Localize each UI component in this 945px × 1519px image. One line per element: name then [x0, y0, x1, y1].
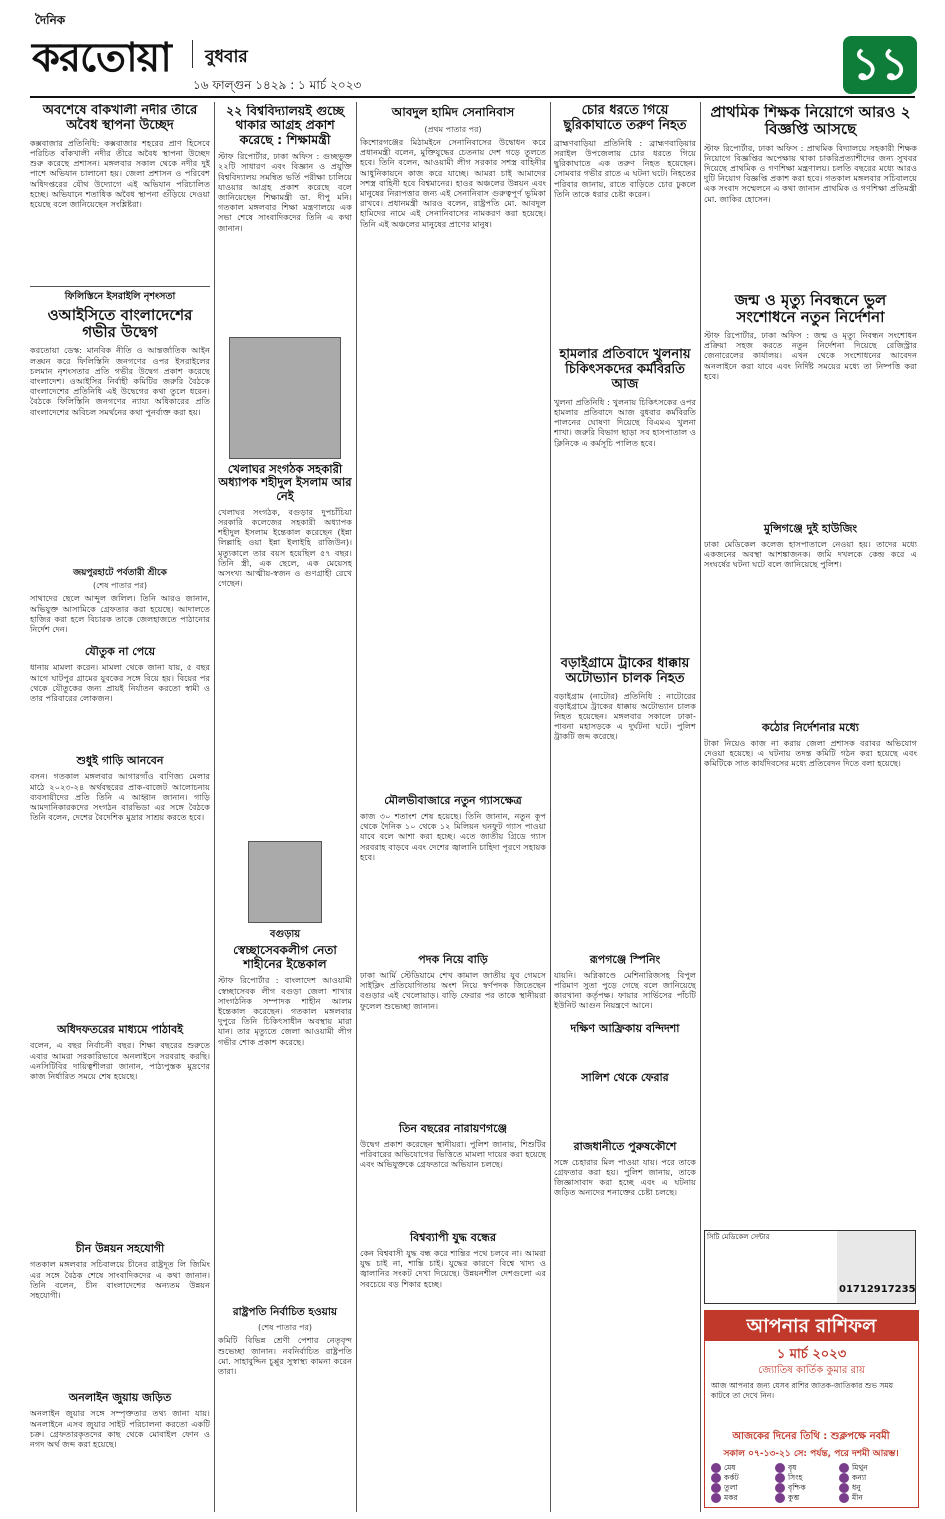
zodiac-sign [839, 1493, 903, 1503]
article-body: ধানায় মামলা করেন। মামলা থেকে জানা যায়, ৫ বছর আগে ঘাটপুর গ্রামের যুবকের সঙ্গে বিয়ে হয়। বিয়ের পর থেকে যৌতুকের জন্য প্রায়ই নির্যাতন করতো স্বামী ও তার পরিবারের লোকজন। [30, 662, 210, 703]
article-body: বলেন, এ বছর নির্বাচনী বছর। শিক্ষা বছরের শুরুতে এবার আমরা সরকারিভাবে অনলাইনে সরবরাহ করছি। এনসিটিবির দায়িত্বশীলরা জানান, পাঠ্যপুস্তক মুদ্রণের কাজ নির্ধারিত সময়ে শেষ হয়েছে। [30, 1040, 210, 1081]
article-body: করতোয়া ডেস্ক: মানবিক নীতি ও আন্তর্জাতিক আইন লঙ্ঘন করে ফিলিস্তিনি জনগণের ওপর ইসরাইলের চলমান নৃশংসতার প্রতি গভীর উদ্বেগ প্রকাশ করেছে বাংলাদেশ। ওআইসির নির্বাহী কমিটির জরুরি বৈঠকে বাংলাদেশের প্রতিনিধি এই উদ্বেগের কথা তুলে ধরেন। বৈঠকে ফিলিস্তিনি জনগণের ন্যায্য অধিকারের প্রতি বাংলাদেশের অবিচল সমর্থনের কথা পুনর্ব্যক্ত করা হয়। [30, 345, 210, 417]
article-body: স্টাফ রিপোর্টার : বাংলাদেশ আওয়ামী স্বেচ্ছাসেবক লীগ বগুড়া জেলা শাখার সাংগঠনিক সম্পাদক শাহীন আলম ইন্তেকাল করেছেন। গতকাল মঙ্গলবার দুপুরে তিনি চিকিৎসাধীন অবস্থায় মারা যান। তার মৃত্যুতে জেলা আওয়ামী লীগ গভীর শোক প্রকাশ করেছে। [218, 975, 352, 1047]
article-body: উদ্বেগ প্রকাশ করেছেন স্থানীয়রা। পুলিশ জানায়, শিশুটির পরিবারের অভিযোগের ভিত্তিতে মামলা দায়ের করা হয়েছে এবং অভিযুক্তকে গ্রেফতারে অভিযান চলছে। [360, 1139, 546, 1170]
tithi-title: আজকের দিনের তিথি : শুক্লপক্ষে নবমী [732, 1431, 890, 1442]
article-body: ব্রাহ্মণবাড়িয়া প্রতিনিধি : ব্রাহ্মণবাড়িয়ার সরাইল উপজেলায় চোর ধরতে গিয়ে ছুরিকাঘাতে এক তরুণ নিহত হয়েছেন। সোমবার গভীর রাতে এ ঘটনা ঘটে। নিহতের পরিবার জানায়, রাতে বাড়িতে চোর ঢুকলে তিনি তাকে ধরার চেষ্টা করেন। [554, 137, 696, 199]
article-headline: চোর ধরতে গিয়ে ছুরিকাঘাতে তরুণ নিহত [563, 104, 687, 133]
article-body: কিশোরগঞ্জের মিঠামইনে সেনানিবাসের উদ্বোধন করে প্রধানমন্ত্রী বলেন, মুক্তিযুদ্ধের চেতনায় দেশ গড়ে তুলতে হবে। তিনি বলেন, আওয়ামী লীগ সরকার সশস্ত্র বাহিনীর আধুনিকায়নে কাজ করে যাচ্ছে। আমরা চাই আমাদের সশস্ত্র বাহিনী হবে বিশ্বমানের। হাওর অঞ্চলের উন্নয়ন এবং মানুষের নিরাপত্তার জন্য এই সেনানিবাস গুরুত্বপূর্ণ ভূমিকা রাখবে। প্রধানমন্ত্রী আরও বলেন, রাষ্ট্রপতি মো. আবদুল হামিদের নামে এই সেনানিবাসের নামকরণ করা হয়েছে। তিনি এই অঞ্চলের মানুষের প্রাণের মানুষ। [360, 137, 546, 229]
article-body: খেলাঘর সংগঠক, বগুড়ার দুপচাঁচিয়া সরকারি কলেজের সহকারী অধ্যাপক শহীদুল ইসলাম ইন্তেকাল করেছেন (ইন্না লিল্লাহি ওয়া ইন্না ইলাইহি রাজিউন)। মৃত্যুকালে তার বয়স হয়েছিল ৫৭ বছর। তিনি স্ত্রী, এক ছেলে, এক মেয়েসহ অসংখ্য আত্মীয়-স্বজন ও গুণগ্রাহী রেখে গেছেন। [218, 506, 352, 589]
zodiac-sign-icon [711, 1483, 721, 1493]
horoscope-date: ১ মার্চ ২০২৩ [776, 1347, 847, 1362]
article-body: গতকাল মঙ্গলবার সচিবালয়ে চীনের রাষ্ট্রদূত লি জিমিং এর সঙ্গে বৈঠক শেষে সাংবাদিকদের এ কথা জানান। তিনি বলেন, চীন বাংলাদেশের অন্যতম উন্নয়ন সহযোগী। [30, 1259, 210, 1300]
article-body: কমিটি বিভিন্ন শ্রেণী পেশার নেতৃবৃন্দ শুভেচ্ছা জানান। নবনির্বাচিত রাষ্ট্রপতি মো. সাহাবুদ্দিন চুপ্পুর সুস্বাস্থ্য কামনা করেন তারা। [218, 1335, 352, 1376]
zodiac-sign-label: তুলা [724, 1483, 738, 1492]
newspaper-logo: করতোয়া [32, 34, 171, 81]
zodiac-sign-label: বৃষ [788, 1463, 797, 1472]
article-headline: প্রাথমিক শিক্ষক নিয়োগে আরও ২ বিজ্ঞপ্তি আসছে [710, 104, 911, 139]
masthead-divider [192, 40, 193, 68]
continuation-headline: পদক নিয়ে বাড়ি [418, 953, 488, 966]
article-body: যায়নি। অগ্নিকাণ্ডে মেশিনারিজসহ বিপুল পরিমাণ সুতা পুড়ে গেছে বলে জানিয়েছে কারখানা কর্তৃপক্ষ। ফায়ার সার্ভিসের পাঁচটি ইউনিট আগুন নিয়ন্ত্রণে আনে। [554, 969, 696, 1011]
article-body: ঢাকা মেডিকেল কলেজ হাসপাতালে নেওয়া হয়। তাদের মধ্যে একজনের অবস্থা আশঙ্কাজনক। জমি দখলকে কেন্দ্র করে এ সংঘর্ষের ঘটনা ঘটে বলে জানিয়েছে পুলিশ। [704, 539, 917, 570]
article-body: স্টাফ রিপোর্টার, ঢাকা অফিস : গুচ্ছভুক্ত ২২টি সাধারণ এবং বিজ্ঞান ও প্রযুক্তি বিশ্ববিদ্যালয় সমন্বিত ভর্তি পরীক্ষা চালিয়ে যাওয়ার আগ্রহ প্রকাশ করেছে বলে জানিয়েছেন শিক্ষামন্ত্রী ডা. দীপু মনি। গতকাল মঙ্গলবার শিক্ষা মন্ত্রণালয়ে এক সভা শেষে সাংবাদিকদের তিনি এ কথা জানান। [218, 151, 352, 233]
continuation-headline: তিন বছরের নারায়ণগঞ্জে [398, 1122, 508, 1135]
zodiac-sign-icon [711, 1493, 721, 1503]
zodiac-sign-label: সিংহ [788, 1473, 803, 1482]
masthead-rule [30, 96, 915, 98]
continuation-headline: অধিদফতরের মাধ্যমে পাঠাবই [57, 1023, 183, 1037]
article-body: স্টাফ রিপোর্টার, ঢাকা অফিস : প্রাথমিক বিদ্যালয়ে সহকারী শিক্ষক নিয়োগে বিজ্ঞপ্তির অপেক্ষায় থাকা চাকরিপ্রত্যাশীদের জন্য সুখবর দিয়েছে প্রাথমিক ও গণশিক্ষা মন্ত্রণালয়। চলতি বছরের মধ্যে আরও দুটি নিয়োগ বিজ্ঞপ্তি প্রকাশ করা হবে। গতকাল মঙ্গলবার সচিবালয়ে এক সংবাদ সম্মেলনে এ কথা জানান প্রাথমিক ও গণশিক্ষা প্রতিমন্ত্রী মো. জাকির হোসেন। [704, 142, 917, 204]
zodiac-sign [839, 1463, 903, 1473]
continuation-label: (শেষ পাতার পর) [92, 581, 148, 591]
continuation-headline: রাজধানীতে পুরুষকৌশে [573, 1139, 677, 1153]
continuation-headline: শুধুই গাড়ি আনবেন [76, 754, 164, 768]
horoscope-intro: আজ আপনার জন্য যেসব রাশির জাতক-জাতিকার শুভ সময় কাটবে তা দেখে নিন। [711, 1381, 894, 1400]
zodiac-sign [711, 1483, 775, 1493]
continuation-headline: মৌলভীবাজারে নতুন গ্যাসক্ষেত্র [384, 794, 522, 807]
continuation-headline: যৌতুক না পেয়ে [84, 645, 156, 659]
tithi-line [711, 1429, 911, 1461]
zodiac-sign [839, 1483, 903, 1493]
day-name: বুধবার [205, 47, 248, 67]
zodiac-sign [775, 1473, 839, 1483]
article-headline: খেলাঘর সংগঠক সহকারী অধ্যাপক শহীদুল ইসলাম আর নেই [218, 462, 352, 503]
continuation-headline: চীন উন্নয়ন সহযোগী [75, 1242, 165, 1256]
continuation-headline: বিশ্বব্যাপী যুদ্ধ বন্ধের [409, 1231, 497, 1244]
horoscope-author: জ্যোতিষ কার্তিক কুমার রায় [758, 1365, 865, 1376]
article-body: স্টাফ রিপোর্টার, ঢাকা অফিস : জন্ম ও মৃত্যু নিবন্ধন সংশোধন প্রক্রিয়া সহজ করতে নতুন নির্দেশনা দিয়েছে রেজিস্ট্রার জেনারেলের কার্যালয়। এখন থেকে সংশোধনের আবেদন অনলাইনে করা যাবে এবং নির্দিষ্ট সময়ের মধ্যে তা নিষ্পত্তি করা হবে। [704, 330, 917, 381]
logo-prefix: দৈনিক [35, 13, 66, 27]
zodiac-sign [711, 1463, 775, 1473]
zodiac-sign-label: ধনু [852, 1483, 861, 1492]
continuation-headline: রূপগঞ্জে স্পিনিং [589, 952, 661, 966]
article-headline: বড়াইগ্রামে ট্রাকের ধাক্কায় অটোভ্যান চালক নিহত [560, 655, 690, 686]
date-line: ১৬ ফাল্গুন ১৪২৯ : ১ মার্চ ২০২৩ [193, 78, 362, 92]
continuation-headline: দক্ষিণ আফ্রিকায় বন্দিদশা [570, 1021, 680, 1035]
zodiac-sign-label: মিথুন [852, 1463, 868, 1472]
zodiac-sign-label: কন্যা [852, 1473, 867, 1482]
article-body: অনলাইন জুয়ার সঙ্গে সম্পৃক্ততার তথ্য জানা যায়। অনলাইনে এসব জুয়ার সাইট পরিচালনা করতো একটি চক্র। গ্রেফতারকৃতদের কাছ থেকে মোবাইল ফোন ও নগদ অর্থ জব্দ করা হয়েছে। [30, 1408, 210, 1449]
zodiac-sign-icon [839, 1483, 849, 1493]
zodiac-sign-icon [775, 1493, 785, 1503]
zodiac-sign-label: মকর [724, 1493, 738, 1502]
column-4 [554, 104, 696, 1512]
zodiac-sign-icon [711, 1473, 721, 1483]
zodiac-sign [711, 1473, 775, 1483]
zodiac-sign-icon [839, 1493, 849, 1503]
portrait-photo [248, 841, 322, 923]
article-body: ঢাকা আর্মি স্টেডিয়ামে শেখ কামাল জাতীয় যুব গেমসে সাইক্লিং প্রতিযোগিতায় অংশ নিয়ে স্বর্ণপদক জিতেছেন বগুড়ার এই খেলোয়াড়। বাড়ি ফেরার পর তাকে স্থানীয়রা ফুলেল শুভেচ্ছা জানান। [360, 970, 546, 1011]
article-body: কেন বিশ্ববাসী যুদ্ধ বন্ধ করে শান্তির পথে চলবে না। আমরা যুদ্ধ চাই না, শান্তি চাই। যুদ্ধের কারণে বিশ্বে খাদ্য ও জ্বালানির সংকট দেখা দিয়েছে। উন্নয়নশীল দেশগুলো এর সবচেয়ে বড় শিকার হচ্ছে। [360, 1248, 546, 1289]
continuation-headline: সালিশ থেকে ফেরার [581, 1070, 669, 1084]
zodiac-sign-label: মেষ [724, 1463, 736, 1472]
continuation-headline: জয়পুরহাটে পর্বতারী শ্রীকে [73, 568, 167, 579]
column-3 [360, 104, 546, 1512]
article-body: কক্সবাজার প্রতিনিধি: কক্সবাজার শহরের প্রাণ হিসেবে পরিচিত বাঁকখালী নদীর তীরে অবৈধ স্থাপনা উচ্ছেদ শুরু করেছে প্রশাসন। মঙ্গলবার সকাল থেকে নদীর দুই পাশে অভিযান চালানো হয়। জেলা প্রশাসন ও পরিবেশ অধিদপ্তরের যৌথ উদ্যোগে এই অভিযান পরিচালিত হচ্ছে। অভিযানে শতাধিক অবৈধ স্থাপনা গুঁড়িয়ে দেওয়া হয়েছে বলে জানিয়েছেন সংশ্লিষ্টরা। [30, 137, 210, 210]
zodiac-sign-label: বৃশ্চিক [788, 1483, 806, 1492]
zodiac-sign-icon [839, 1473, 849, 1483]
article-headline: অবশেষে বাঁকখালী নদীর তীরে অবৈধ স্থাপনা উচ্ছেদ [42, 104, 198, 133]
article-body: সঙ্গে চেহারার মিল পাওয়া যায়। পরে তাকে গ্রেফতার করা হয়। পুলিশ জানায়, তাকে জিজ্ঞাসাবাদ করা হচ্ছে এবং এ ঘটনায় জড়িত অন্যদের শনাক্তের চেষ্টা চলছে। [554, 1156, 696, 1198]
continuation-headline: অনলাইন জুয়ায় জড়িত [68, 1391, 172, 1405]
column-1 [30, 104, 210, 1512]
zodiac-sign [711, 1493, 775, 1503]
article-body: বড়াইগ্রাম (নাটোর) প্রতিনিধি : নাটোরের বড়াইগ্রামে ট্রাকের ধাক্কায় অটোভ্যান চালক নিহত হয়েছেন। মঙ্গলবার সকালে ঢাকা-পাবনা মহাসড়কে এ দুর্ঘটনা ঘটে। পুলিশ ট্রাকটি জব্দ করেছে। [554, 690, 696, 742]
page-number: ১১ [843, 36, 917, 94]
article-body: সাথাদের ছেলে আব্দুল জলিল। তিনি আরও জানান, অভিযুক্ত আসামিকে গ্রেফতার করা হয়েছে। আদালতে হাজির করা হলে বিচারক তাকে জেলহাজতে পাঠানোর নির্দেশ দেন। [30, 593, 210, 634]
horoscope-title: আপনার রাশিফল [705, 1311, 918, 1341]
portrait-photo [229, 337, 341, 459]
article-body: টাকা নিয়েও কাজ না করায় জেলা প্রশাসক বরাবর অভিযোগ দেওয়া হয়েছে। এ ঘটনায় তদন্ত কমিটি গঠন করা হয়েছে এবং কমিটিকে সাত কার্যদিবসের মধ্যে প্রতিবেদন দিতে বলা হয়েছে। [704, 738, 917, 769]
article-kicker: বগুড়ায় [269, 928, 301, 940]
column-rule [550, 102, 551, 1512]
zodiac-sign-label: মীন [852, 1493, 863, 1502]
continuation-headline: রাষ্ট্রপতি নির্বাচিত হওয়ায় [232, 1306, 338, 1319]
zodiac-sign-icon [775, 1473, 785, 1483]
article-body: বসন। গতকাল মঙ্গলবার আগারগাঁও বাণিজ্য মেলার মাঠে ২০২৩-২৪ অর্থবছরের প্রাক-বাজেট আলোচনায় ব্যবসায়ীদের প্রতি তিনি এ আহ্বান জানান। গাড়ি আমদানিকারকদের সংগঠন বারভিডা এর সঙ্গে বৈঠকে তিনি বলেন, দেশের বৈদেশিক মুদ্রার সাশ্রয় করতে হবে। [30, 771, 210, 823]
article-headline: স্বেচ্ছাসেবকলীগ নেতা শাহীনের ইন্তেকাল [233, 942, 337, 971]
zodiac-sign-icon [775, 1463, 785, 1473]
continuation-label: (শেষ পাতার পর) [257, 1323, 313, 1333]
zodiac-sign-list [711, 1463, 911, 1503]
zodiac-sign-icon [711, 1463, 721, 1473]
column-rule [356, 102, 357, 1512]
column-5 [704, 104, 917, 1224]
column-rule [700, 102, 701, 1512]
continuation-label: (প্রথম পাতার পর) [424, 125, 482, 134]
article-kicker: ফিলিস্তিনে ইসরাইলি নৃশংসতা [64, 290, 176, 302]
zodiac-sign [775, 1483, 839, 1493]
continuation-headline: কঠোর নির্দেশনার মধ্যে [761, 721, 859, 734]
article-headline: ২২ বিশ্ববিদ্যালয়ই গুচ্ছে থাকার আগ্রহ প্রকাশ করেছে : শিক্ষামন্ত্রী [225, 104, 345, 147]
ad-text: সিটি মেডিকেল সেন্টার [707, 1233, 770, 1241]
continuation-headline: মুন্সিগঞ্জে দুই হাউজিং [763, 522, 858, 535]
continuation-headline: আবদুল হামিদ সেনানিবাস [391, 105, 515, 119]
zodiac-sign-label: কুম্ভ [788, 1493, 800, 1502]
article-headline: ওআইসিতে বাংলাদেশের গভীর উদ্বেগ [47, 305, 193, 342]
masthead [0, 0, 945, 110]
zodiac-sign [775, 1493, 839, 1503]
zodiac-sign-icon [775, 1483, 785, 1493]
article-headline: জন্ম ও মৃত্যু নিবন্ধনে ভুল সংশোধনে নতুন নির্দেশনা [734, 290, 887, 326]
tithi-detail: সকাল ০৭-১৩-২১ সে: পর্যন্ত, পরে দশমী আরম্ভ। [723, 1449, 899, 1459]
zodiac-sign [775, 1463, 839, 1473]
zodiac-sign-icon [839, 1463, 849, 1473]
advertisement [704, 1230, 916, 1304]
column-2 [218, 104, 352, 1512]
article-body: খুলনা প্রতিনিধি : খুলনায় চিকিৎসকের ওপর হামলার প্রতিবাদে আজ বুধবার কর্মবিরতি পালনের ঘোষণা দিয়েছে বিএমএ খুলনা শাখা। জরুরি বিভাগ ছাড়া সব হাসপাতাল ও ক্লিনিকে এ কর্মসূচি পালিত হবে। [554, 396, 696, 448]
horoscope-box [704, 1310, 919, 1508]
zodiac-sign-label: কর্কট [724, 1473, 739, 1482]
ad-phone: 01712917235 [839, 1284, 916, 1295]
article-headline: হামলার প্রতিবাদে খুলনায় চিকিৎসকদের কর্মবিরতি আজ [559, 346, 691, 392]
zodiac-sign [839, 1473, 903, 1483]
column-rule [214, 102, 215, 1512]
article-body: কাজ ৩০ শতাংশ শেষ হয়েছে। তিনি জানান, নতুন কূপ থেকে দৈনিক ১০ থেকে ১২ মিলিয়ন ঘনফুট গ্যাস পাওয়া যাবে বলে আশা করা হচ্ছে। এতে জাতীয় গ্রিডে গ্যাস সরবরাহ বাড়বে এবং দেশের জ্বালানি চাহিদা পূরণে সহায়ক হবে। [360, 811, 546, 862]
